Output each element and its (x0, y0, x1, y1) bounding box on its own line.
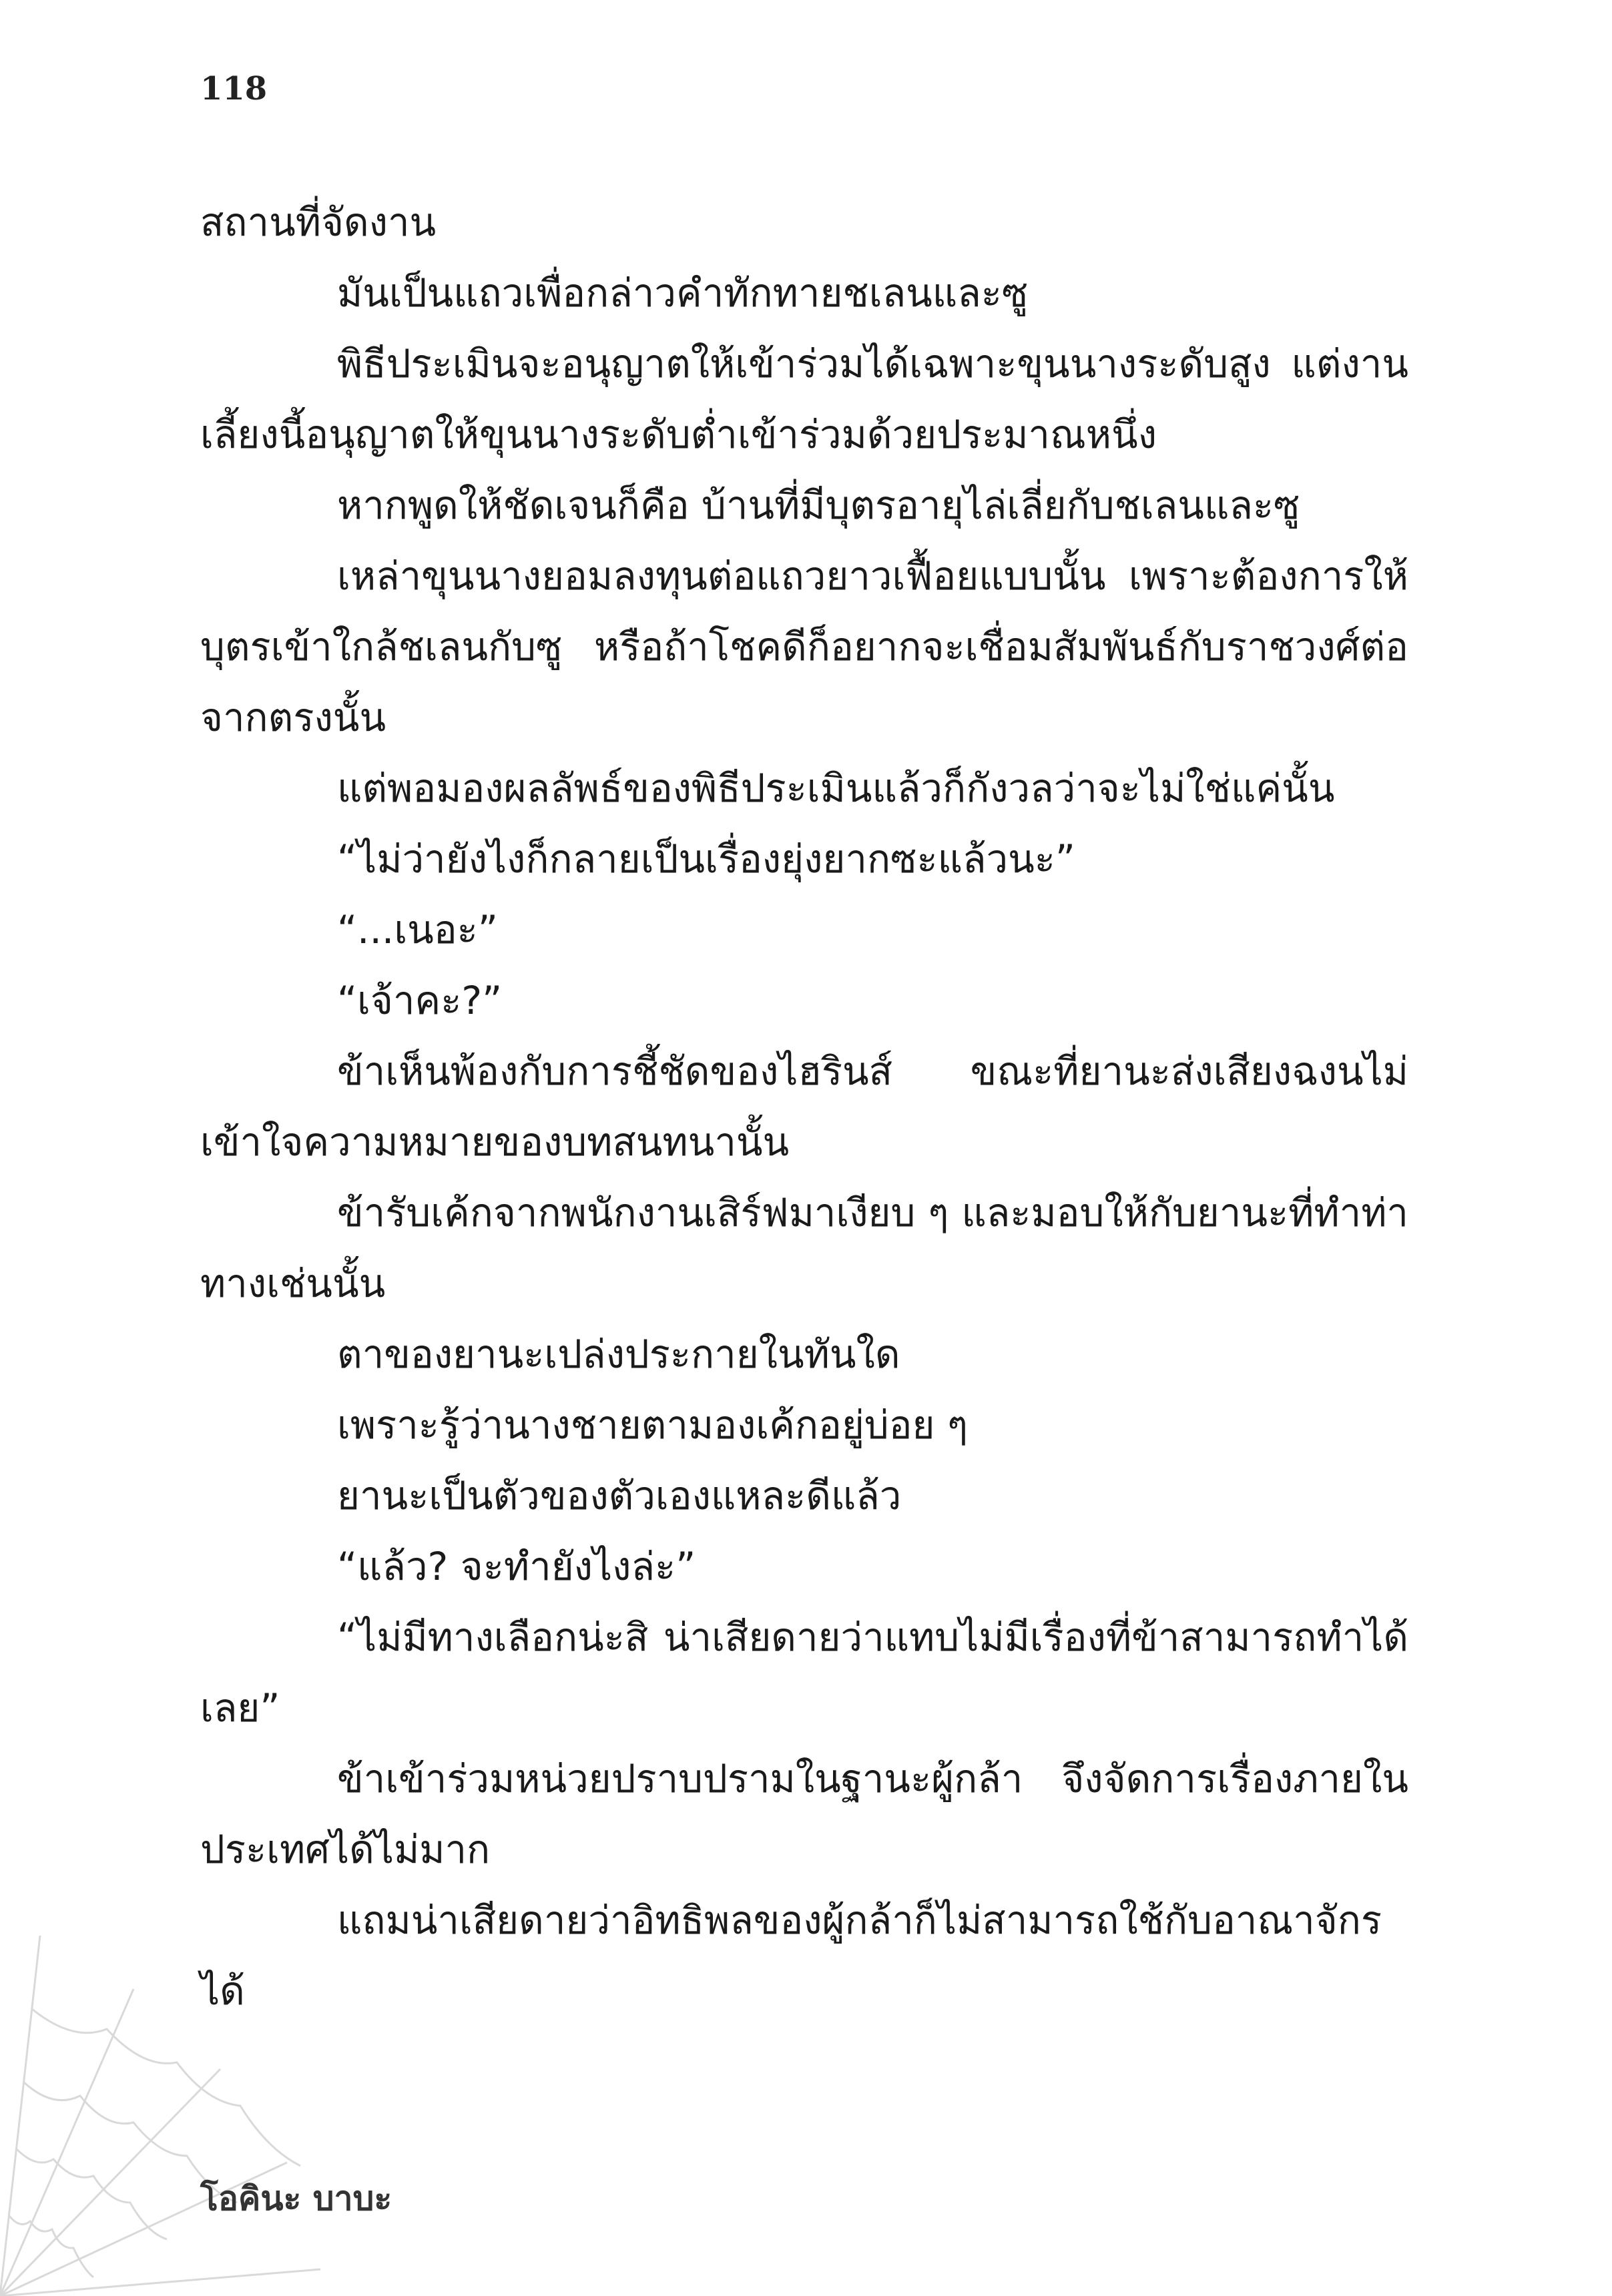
paragraph: มันเป็นแถวเพื่อกล่าวคำทักทายชเลนและซู (337, 270, 1029, 316)
paragraph: “ไม่มีทางเลือกน่ะสิ น่าเสียดายว่าแทบไม่มีเรื่องที่ข้าสามารถทำได้เลย” (200, 1615, 1408, 1731)
paragraph: สถานที่จัดงาน (200, 200, 437, 245)
paragraph: “เจ้าคะ?” (337, 978, 503, 1023)
author-name: โอคินะ บาบะ (200, 2179, 392, 2218)
paragraph: “ไม่ว่ายังไงก็กลายเป็นเรื่องยุ่งยากซะแล้วนะ” (337, 836, 1075, 882)
paragraph: ยานะเป็นตัวของตัวเองแหละดีแล้ว (337, 1473, 902, 1518)
spiderweb-decoration-icon (0, 1936, 320, 2296)
paragraph: แถมน่าเสียดายว่าอิทธิพลของผู้กล้าก็ไม่สามารถใช้กับอาณาจักรได้ (200, 1898, 1382, 2014)
paragraph: ข้าเข้าร่วมหน่วยปราบปรามในฐานะผู้กล้า จึงจัดการเรื่องภายในประเทศได้ไม่มาก (200, 1756, 1408, 1872)
paragraph: ข้ารับเค้กจากพนักงานเสิร์ฟมาเงียบ ๆ และมอบให้กับยานะที่ทำท่าทางเช่นนั้น (200, 1190, 1408, 1306)
paragraph: พิธีประเมินจะอนุญาตให้เข้าร่วมได้เฉพาะขุนนางระดับสูง แต่งานเลี้ยงนี้อนุญาตให้ขุนนางระดับต่ำเข้าร่วมด้วยประมาณหนึ่ง (200, 341, 1408, 457)
paragraph: “...เนอะ” (337, 907, 498, 952)
paragraph: แต่พอมองผลลัพธ์ของพิธีประเมินแล้วก็กังวลว่าจะไม่ใช่แค่นั้น (337, 766, 1335, 811)
paragraph: หากพูดให้ชัดเจนก็คือ บ้านที่มีบุตรอายุไล่เลี่ยกับชเลนและซู (337, 483, 1300, 528)
paragraph: ตาของยานะเปล่งประกายในทันใด (337, 1332, 900, 1377)
paragraph: “แล้ว? จะทำยังไงล่ะ” (337, 1544, 696, 1589)
page-number: 118 (200, 70, 268, 107)
body-text (200, 187, 1408, 2026)
paragraph: ข้าเห็นพ้องกับการชี้ชัดของไฮรินส์ ขณะที่ยานะส่งเสียงฉงนไม่เข้าใจความหมายของบทสนทนานั้น (200, 1049, 1408, 1165)
paragraph: เพราะรู้ว่านางชายตามองเค้กอยู่บ่อย ๆ (337, 1402, 969, 1448)
paragraph: เหล่าขุนนางยอมลงทุนต่อแถวยาวเฟื้อยแบบนั้น เพราะต้องการให้บุตรเข้าใกล้ชเลนกับซู หรือถ้าโชคดีก็อยากจะเชื่อมสัมพันธ์กับราชวงศ์ต่อจากตรงนั้น (200, 553, 1408, 740)
